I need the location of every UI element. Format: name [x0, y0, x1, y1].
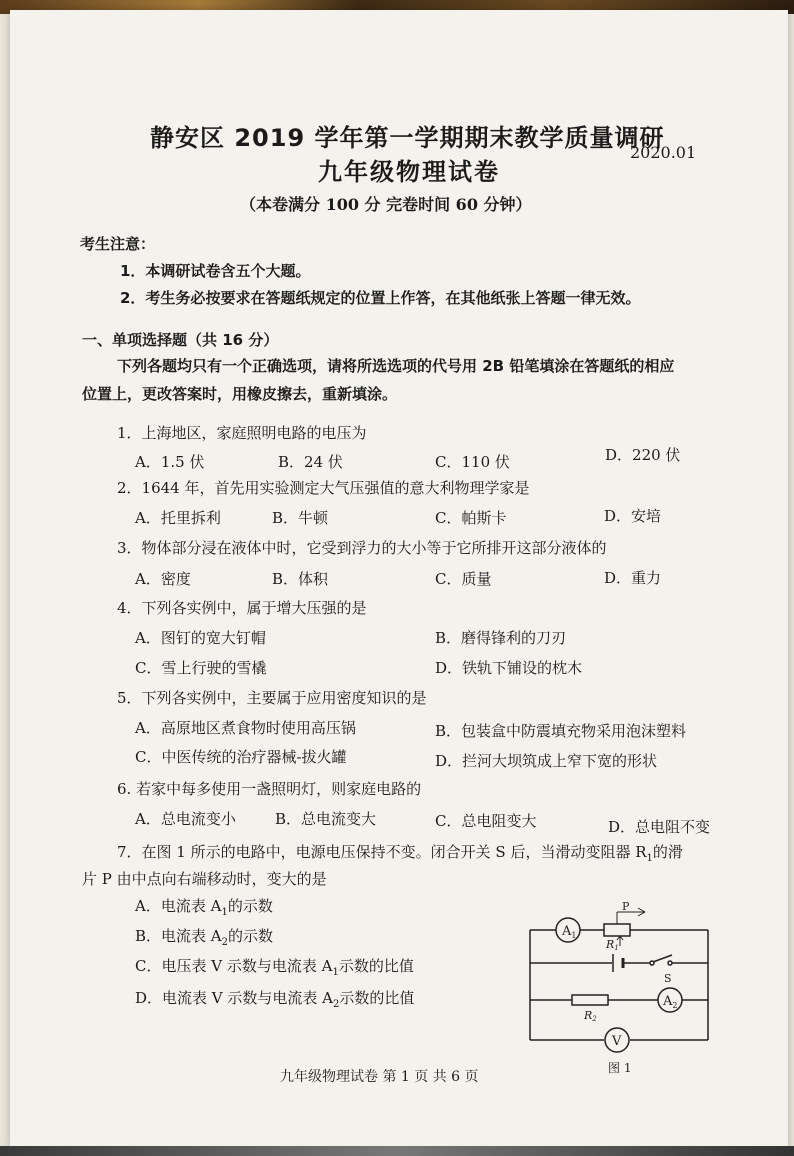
- question-4-stem: 4．下列各实例中，属于增大压强的是: [117, 599, 367, 617]
- section-heading: 一、单项选择题（共 16 分）: [82, 331, 279, 349]
- q5-option-a: A．高原地区煮食物时使用高压锅: [135, 719, 356, 737]
- q1-option-b: B．24 伏: [278, 453, 343, 471]
- exam-subtitle: 九年级物理试卷: [318, 158, 500, 186]
- q2-option-a: A．托里拆利: [135, 509, 221, 527]
- notice-item-2: 2．考生务必按要求在答题纸规定的位置上作答，在其他纸张上答题一律无效。: [120, 289, 641, 307]
- q3-option-c: C．质量: [435, 570, 492, 588]
- rheostat-r1-icon: [604, 924, 630, 936]
- q6-option-a: A．总电流变小: [135, 810, 236, 828]
- page-footer: 九年级物理试卷 第 1 页 共 6 页: [280, 1069, 479, 1085]
- q4-option-a: A．图钉的宽大钉帽: [135, 629, 266, 647]
- switch-s-icon: [650, 955, 672, 965]
- ammeter-a2-label: $A_2$: [663, 994, 678, 1010]
- notice-heading: 考生注意：: [80, 235, 156, 253]
- slider-p-label: P: [622, 900, 630, 913]
- q7-option-a: A．电流表 $A_1$的示数: [135, 897, 273, 918]
- exam-title: 静安区 2019 学年第一学期期末教学质量调研: [150, 124, 665, 152]
- photo-background-bottom: [0, 1146, 794, 1156]
- notice-item-1: 1．本调研试卷含五个大题。: [120, 262, 311, 280]
- q3-option-b: B．体积: [272, 570, 329, 588]
- q1-option-d: D．220 伏: [605, 446, 681, 464]
- q6-option-d: D．总电阻不变: [608, 818, 711, 836]
- q6-option-b: B．总电流变大: [275, 810, 377, 828]
- section-instructions-1: 下列各题均只有一个正确选项，请将所选选项的代号用 2B 铅笔填涂在答题纸的相应: [117, 357, 675, 375]
- ammeter-a1-label: $A_1$: [562, 924, 577, 940]
- q7-option-d: D．电流表 V 示数与电流表 $A_2$示数的比值: [135, 989, 415, 1010]
- battery-icon: [613, 954, 623, 972]
- exam-date: 2020.01: [630, 143, 697, 162]
- switch-s-label: S: [664, 972, 672, 985]
- q4-option-d: D．铁轨下铺设的枕木: [435, 659, 583, 677]
- q7-option-b: B．电流表 $A_2$的示数: [135, 927, 274, 948]
- q4-option-c: C．雪上行驶的雪橇: [135, 659, 267, 677]
- question-7-stem-line2: 片 P 由中点向右端移动时，变大的是: [82, 870, 327, 888]
- q3-option-a: A．密度: [135, 570, 191, 588]
- q3-option-d: D．重力: [604, 569, 662, 587]
- q1-option-c: C．110 伏: [435, 453, 510, 471]
- q4-option-b: B．磨得锋利的刀刃: [435, 629, 567, 647]
- question-5-stem: 5．下列各实例中，主要属于应用密度知识的是: [117, 689, 427, 707]
- question-2-stem: 2．1644 年，首先用实验测定大气压强值的意大利物理学家是: [117, 479, 530, 497]
- score-time-note: （本卷满分 100 分 完卷时间 60 分钟）: [240, 195, 532, 214]
- q5-option-b: B．包装盒中防震填充物采用泡沫塑料: [435, 722, 687, 740]
- q5-option-c: C．中医传统的治疗器械-拔火罐: [135, 748, 347, 766]
- voltmeter-v-label: V: [612, 1034, 622, 1049]
- q6-option-c: C．总电阻变大: [435, 812, 537, 830]
- question-7-stem-line1: 7．在图 1 所示的电路中，电源电压保持不变。闭合开关 S 后，当滑动变阻器 $R_1$的滑: [117, 843, 683, 864]
- q2-option-d: D．安培: [604, 507, 662, 525]
- question-6-stem: 6. 若家中每多使用一盏照明灯，则家庭电路的: [117, 780, 422, 798]
- q7-option-c: C．电压表 V 示数与电流表 $A_1$示数的比值: [135, 957, 414, 978]
- section-instructions-2: 位置上，更改答案时，用橡皮擦去，重新填涂。: [82, 385, 398, 403]
- r2-label: R2: [584, 1009, 597, 1023]
- r1-label: R1: [606, 938, 619, 952]
- circuit-diagram: [520, 900, 720, 1080]
- q2-option-c: C．帕斯卡: [435, 509, 507, 527]
- q1-option-a: A．1.5 伏: [135, 453, 205, 471]
- q2-option-b: B．牛顿: [272, 509, 329, 527]
- q5-option-d: D．拦河大坝筑成上窄下宽的形状: [435, 752, 658, 770]
- question-1-stem: 1．上海地区，家庭照明电路的电压为: [117, 424, 367, 442]
- figure-caption: 图 1: [608, 1061, 632, 1075]
- resistor-r2-icon: [572, 995, 608, 1005]
- question-3-stem: 3．物体部分浸在液体中时，它受到浮力的大小等于它所排开这部分液体的: [117, 539, 607, 557]
